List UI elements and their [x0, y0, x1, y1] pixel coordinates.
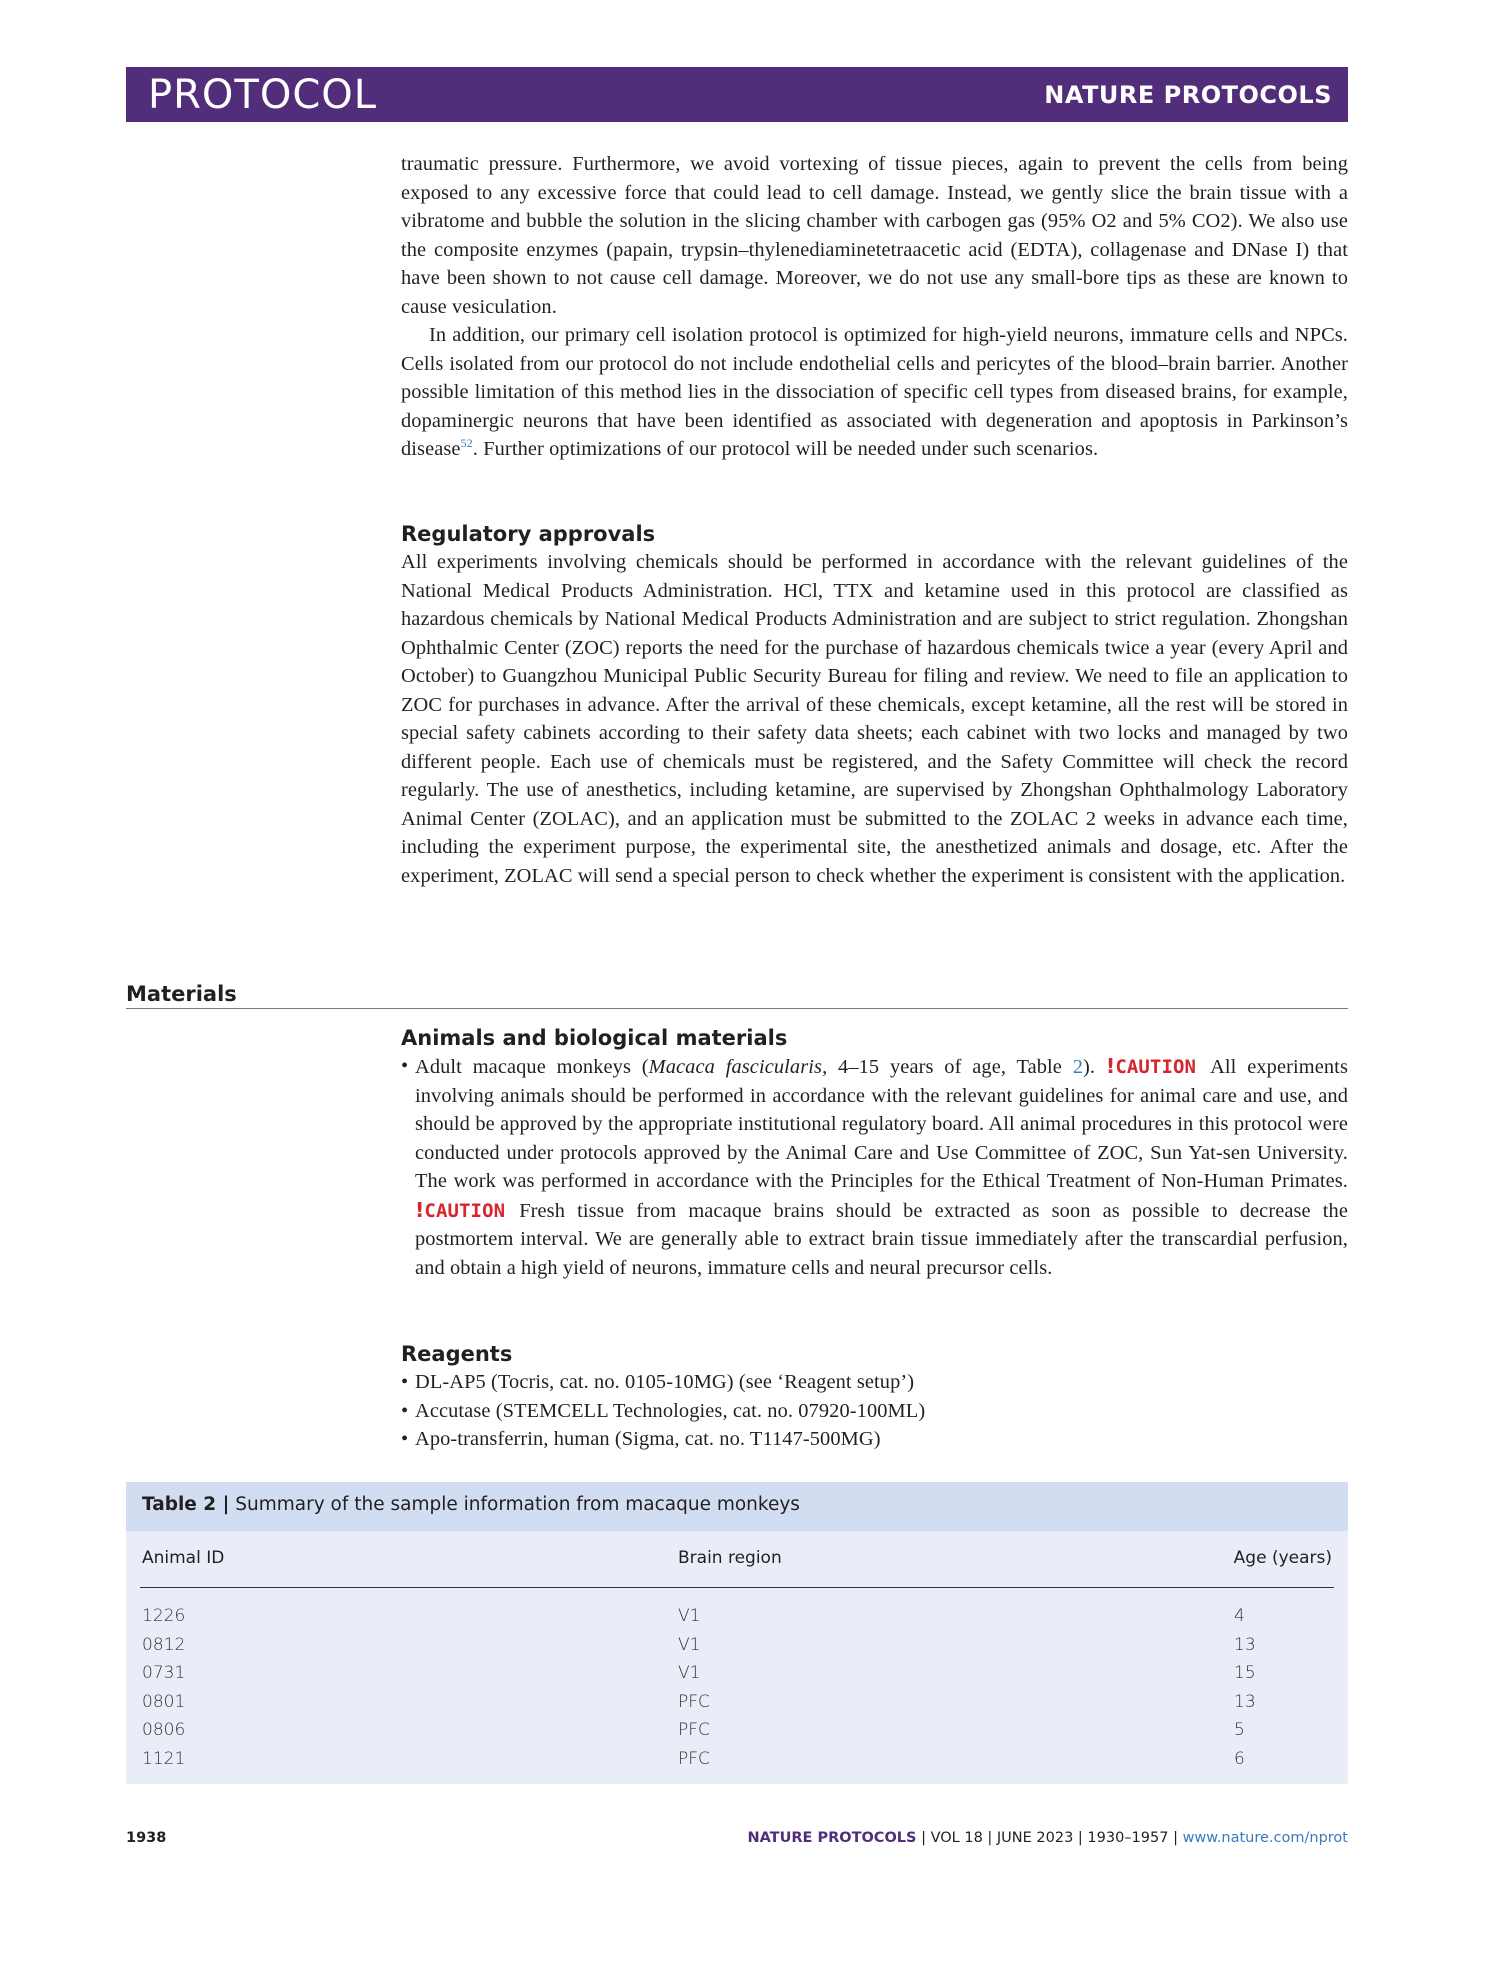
caution-text-1: All experiments involving animals should be performed in accordance with the relevant guidelines for animal care and use, and should be approved by the appropriate institutional regulatory board. All animal procedures in this protocol were conducted under protocols approved by the Animal Care and Use Committee of ZOC, Sun Yat-sen University. The work was performed in accordance with the Principles for the Ethical Treatment of Non-Human Primates. — [415, 1056, 1348, 1192]
list-item: • DL-AP5 (Tocris, cat. no. 0105-10MG) (see ‘Reagent setup’) — [401, 1368, 1348, 1397]
article-type-label: PROTOCOL — [148, 72, 378, 118]
column-header-age: Age (years) — [1233, 1548, 1332, 1568]
journal-name: NATURE PROTOCOLS — [1044, 81, 1332, 109]
list-item: • Apo-transferrin, human (Sigma, cat. no. T1147-500MG) — [401, 1425, 1348, 1454]
sample-table — [126, 1482, 1348, 1784]
list-item — [401, 1052, 1348, 1282]
species-name: Macaca fascicularis — [648, 1056, 823, 1078]
cell-age: 5 — [1234, 1720, 1245, 1740]
caution-label: CAUTION — [424, 1199, 506, 1222]
section-divider — [126, 1008, 1348, 1009]
journal-url-link[interactable]: www.nature.com/nprot — [1182, 1830, 1348, 1846]
table-row — [142, 1663, 1332, 1691]
cell-brain-region: V1 — [678, 1606, 701, 1626]
intro-text — [401, 150, 1348, 464]
table-header-row — [142, 1548, 1332, 1572]
caution-icon: ! — [1105, 1054, 1116, 1078]
regulatory-paragraph: All experiments involving chemicals should be performed in accordance with the relevant guidelines of the National Medical Products Administration. HCl, TTX and ketamine used in this protocol are classified as hazardous chemicals by National Medical Products Administration and are subject to strict regulation. Zhongshan Ophthalmic Center (ZOC) reports the need for the purchase of hazardous chemicals twice a year (every April and October) to Guangzhou Municipal Public Security Bureau for filing and review. We need to file an application to ZOC for purchases in advance. After the arrival of these chemicals, except ketamine, all the rest will be stored in special safety cabinets according to their safety data sheets; each cabinet with two locks and managed by two different people. Each use of chemicals must be registered, and the Safety Committee will check the record regularly. The use of anesthetics, including ketamine, are supervised by Zhongshan Ophthalmology Laboratory Animal Center (ZOLAC), and an application must be submitted to the ZOLAC 2 weeks in advance each time, including the experiment purpose, the experimental site, the anesthetized animals and dosage, etc. After the experiment, ZOLAC will send a special person to check whether the experiment is consistent with the application. — [401, 551, 1348, 887]
animals-heading: Animals and biological materials — [401, 1026, 788, 1050]
regulatory-heading: Regulatory approvals — [401, 522, 656, 546]
page-number: 1938 — [126, 1830, 167, 1846]
cell-age: 6 — [1234, 1749, 1245, 1769]
cell-brain-region: PFC — [678, 1749, 710, 1769]
cell-animal-id: 0801 — [142, 1692, 186, 1712]
footer-citation — [747, 1830, 1348, 1846]
table-row — [142, 1606, 1332, 1634]
cell-brain-region: PFC — [678, 1692, 710, 1712]
cell-animal-id: 1226 — [142, 1606, 186, 1626]
cell-brain-region: V1 — [678, 1635, 701, 1655]
caution-label: CAUTION — [1115, 1056, 1197, 1078]
cell-animal-id: 1121 — [142, 1749, 186, 1769]
intro-p2-end: . Further optimizations of our protocol will be needed under such scenarios. — [472, 438, 1099, 460]
cell-animal-id: 0806 — [142, 1720, 186, 1740]
table-caption — [126, 1482, 1348, 1531]
footer-volume-info: | VOL 18 | JUNE 2023 | 1930–1957 | — [921, 1830, 1178, 1846]
page-footer — [126, 1830, 1348, 1854]
cell-age: 13 — [1234, 1635, 1256, 1655]
caution-text-2: Fresh tissue from macaque brains should be extracted as soon as possible to decrease the postmortem interval. We are generally able to extract brain tissue immediately after the transcardial perfusion, and obtain a high yield of neurons, immature cells and neural precursor cells. — [415, 1199, 1348, 1279]
reference-link-52[interactable]: 52 — [460, 436, 473, 450]
table-label: Table 2 | — [142, 1494, 230, 1515]
table-header-rule — [140, 1587, 1334, 1588]
table-reference-link[interactable]: 2 — [1072, 1056, 1084, 1078]
cell-brain-region: V1 — [678, 1663, 701, 1683]
list-item: • Accutase (STEMCELL Technologies, cat. no. 07920-100ML) — [401, 1397, 1348, 1426]
table-title: Summary of the sample information from macaque monkeys — [235, 1494, 800, 1515]
animals-list — [401, 1052, 1348, 1282]
cell-age: 4 — [1234, 1606, 1245, 1626]
regulatory-body — [401, 548, 1348, 890]
reagents-section — [401, 1340, 1348, 1454]
cell-animal-id: 0731 — [142, 1663, 186, 1683]
column-header-brain-region: Brain region — [678, 1548, 782, 1568]
table-row — [142, 1749, 1332, 1777]
animals-text: Adult macaque monkeys ( — [415, 1056, 649, 1078]
intro-paragraph-2 — [401, 321, 1348, 464]
cell-animal-id: 0812 — [142, 1635, 186, 1655]
animals-text-mid: , 4–15 years of age, Table — [822, 1056, 1073, 1078]
animals-text-close: ). — [1083, 1056, 1096, 1078]
page-header — [126, 67, 1348, 122]
intro-paragraph-1: traumatic pressure. Furthermore, we avoid vortexing of tissue pieces, again to prevent the cells from being exposed to any excessive force that could lead to cell damage. Instead, we gently slice the brain tissue with a vibratome and bubble the solution in the slicing chamber with carbogen gas (95% O2 and 5% CO2). We also use the composite enzymes (papain, trypsin–thylenediaminetetraacetic acid (EDTA), collagenase and DNase I) that have been shown to not cause cell damage. Moreover, we do not use any small-bore tips as these are known to cause vesiculation. — [401, 153, 1348, 318]
intro-p2-text: In addition, our primary cell isolation protocol is optimized for high-yield neurons, immature cells and NPCs. Cells isolated from our protocol do not include endothelial cells and pericytes of the blood–brain barrier. Another possible limitation of this method lies in the dissociation of specific cell types from diseased brains, for example, dopaminergic neurons that have been identified as associated with degeneration and apoptosis in Parkinson’s disease — [401, 324, 1348, 460]
animals-section — [401, 1024, 1348, 1282]
column-header-animal-id: Animal ID — [142, 1548, 225, 1568]
table-row — [142, 1692, 1332, 1720]
table-row — [142, 1720, 1332, 1748]
caution-icon: ! — [415, 1197, 425, 1222]
cell-brain-region: PFC — [678, 1720, 710, 1740]
footer-journal: NATURE PROTOCOLS — [747, 1830, 917, 1846]
reagents-list — [401, 1368, 1348, 1454]
reagents-heading: Reagents — [401, 1342, 513, 1366]
cell-age: 13 — [1234, 1692, 1256, 1712]
regulatory-section — [401, 520, 1348, 548]
materials-section-label: Materials — [126, 982, 237, 1006]
cell-age: 15 — [1234, 1663, 1256, 1683]
table-row — [142, 1635, 1332, 1663]
